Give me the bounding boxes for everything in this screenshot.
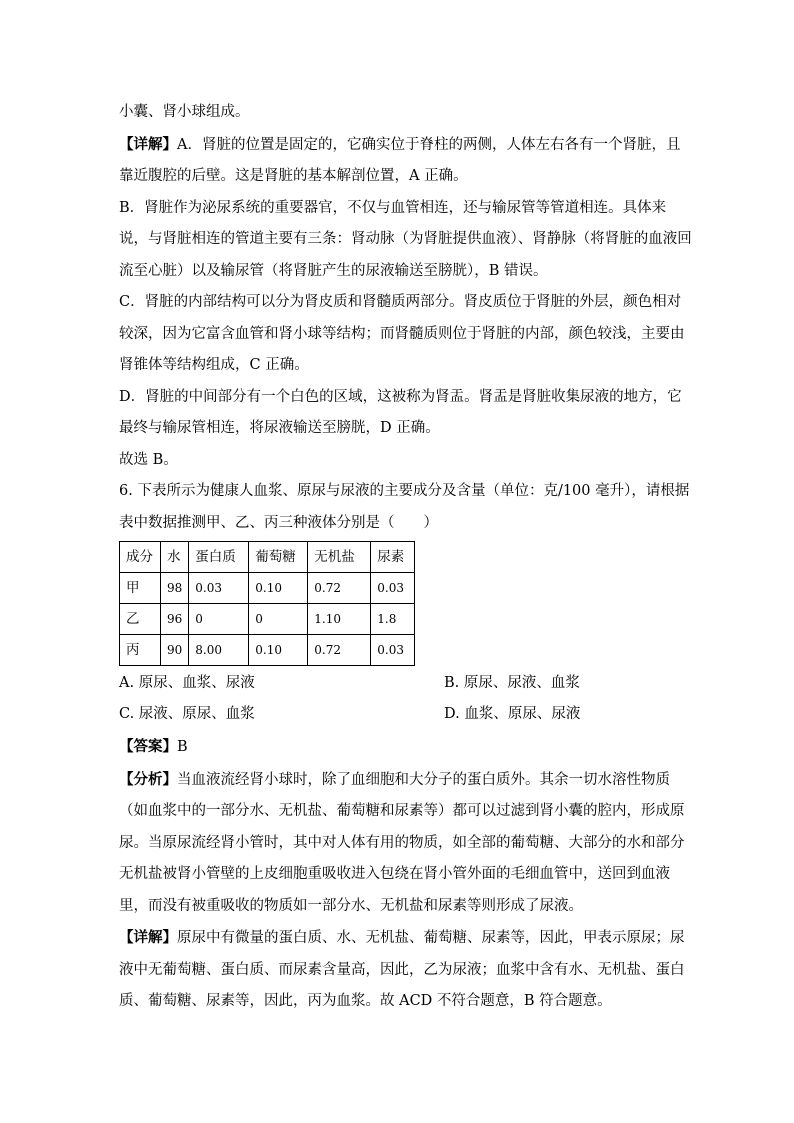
table-cell: 90: [161, 635, 189, 666]
table-cell: 0: [249, 604, 308, 635]
line-text: 尿。当原尿流经肾小管时，其中对人体有用的物质，如全部的葡萄糖、大部分的水和部分: [119, 834, 685, 851]
table-cell: 1.8: [371, 604, 415, 635]
text-line: [119, 922, 685, 955]
table-cell: 0.03: [371, 573, 415, 604]
text-line: [119, 129, 679, 162]
table-cell: 0.10: [249, 573, 308, 604]
table-row: [120, 573, 415, 604]
table-cell: 1.10: [308, 604, 371, 635]
line-text: （如血浆中的一部分水、无机盐、葡萄糖和尿素等）都可以过滤到肾小囊的腔内，形成原: [119, 803, 685, 819]
table-cell: 96: [161, 604, 189, 635]
page-content: [119, 97, 692, 1018]
section-marker: 【详解】: [119, 135, 177, 153]
line-text: 最终与输尿管相连，将尿液输送至膀胱，D 正确。: [119, 420, 440, 436]
text-line: [119, 224, 692, 256]
table-cell: 8.00: [189, 635, 249, 666]
text-line: [119, 986, 679, 1018]
text-line: [119, 476, 690, 508]
option-b: B. 原尿、尿液、血浆: [444, 675, 580, 691]
line-text: 小囊、肾小球组成。: [119, 104, 250, 120]
table-cell: 98: [161, 573, 189, 604]
table-header-cell: 尿素: [371, 542, 415, 573]
text-line: [119, 764, 679, 797]
explanation-section: [119, 97, 692, 539]
line-text: 表中数据推测甲、乙、丙三种液体分别是（ ）: [119, 514, 438, 531]
text-line: [119, 97, 679, 129]
text-line: [119, 161, 679, 193]
text-line: [119, 859, 679, 891]
text-line: [119, 256, 679, 288]
line-text: 故选 B。: [119, 451, 178, 468]
option-d: D. 血浆、原尿、尿液: [444, 706, 581, 722]
table-cell: 0: [189, 604, 249, 635]
line-text: 说，与肾脏相连的管道主要有三条：肾动脉（为肾脏提供血液）、肾静脉（将肾脏的血液回: [119, 231, 692, 247]
line-text: 当血液流经肾小球时，除了血细胞和大分子的蛋白质外。其余一切水溶性物质: [177, 771, 670, 788]
text-line: [119, 382, 682, 414]
line-text: C．肾脏的内部结构可以分为肾皮质和肾髓质两部分。肾皮质位于肾脏的外层，颜色相对: [119, 294, 682, 310]
table-cell: 0.72: [308, 573, 371, 604]
text-line: [119, 731, 679, 764]
line-text: 质、葡萄糖、尿素等，因此，丙为血浆。故 ACD 不符合题意，B 符合题意。: [119, 993, 612, 1009]
table-header-row: [120, 542, 415, 573]
line-text: 流至心脏）以及输尿管（将肾脏产生的尿液输送至膀胱），B 错误。: [119, 262, 548, 279]
table-cell: 乙: [120, 604, 161, 635]
table-header-cell: 成分: [120, 542, 161, 573]
table-cell: 丙: [120, 635, 161, 666]
text-line: [119, 319, 685, 351]
line-text: D．肾脏的中间部分有一个白色的区域，这被称为肾盂。肾盂是肾脏收集尿液的地方，它: [119, 388, 682, 405]
table-cell: 甲: [120, 573, 161, 604]
section-marker: 【答案】: [119, 738, 177, 755]
answer-options: [119, 668, 679, 731]
line-text: 里，而没有被重吸收的物质如一部分水、无机盐和尿素等则形成了尿液。: [119, 897, 583, 914]
line-text: 6. 下表所示为健康人血浆、原尿与尿液的主要成分及含量（单位：克/100 毫升），请根据: [119, 483, 690, 499]
text-line: [119, 796, 685, 828]
option-a: A. 原尿、血浆、尿液: [119, 675, 255, 691]
text-line: [119, 891, 679, 923]
section-marker: 【分析】: [119, 770, 177, 788]
composition-table: [119, 541, 415, 666]
text-line: [119, 508, 679, 540]
text-line: [119, 828, 685, 860]
line-text: B: [177, 739, 188, 755]
line-text: 原尿中有微量的蛋白质、水、无机盐、葡萄糖、尿素等，因此，甲表示原尿；尿: [177, 930, 685, 946]
text-line: [119, 413, 679, 445]
line-text: 靠近腹腔的后壁。这是肾脏的基本解剖位置，A 正确。: [119, 168, 468, 184]
line-text: A．肾脏的位置是固定的，它确实位于脊柱的两侧，人体左右各有一个肾脏，且: [177, 136, 681, 153]
text-line: [119, 193, 679, 225]
line-text: B．肾脏作为泌尿系统的重要器官，不仅与血管相连，还与输尿管等管道相连。具体来: [119, 199, 667, 216]
table-header-cell: 蛋白质: [189, 542, 249, 573]
text-line: [119, 350, 679, 382]
answer-section: [119, 731, 685, 1018]
line-text: 液中无葡萄糖、蛋白质、而尿素含量高，因此，乙为尿液；血浆中含有水、无机盐、蛋白: [119, 961, 685, 978]
table-row: [120, 635, 415, 666]
text-line: [119, 445, 679, 477]
text-line: [119, 955, 685, 987]
option-c: C. 尿液、原尿、血浆: [119, 706, 255, 722]
line-text: 无机盐被肾小管壁的上皮细胞重吸收进入包绕在肾小管外面的毛细血管中，送回到血液: [119, 866, 670, 882]
table-cell: 0.72: [308, 635, 371, 666]
table-header-cell: 无机盐: [308, 542, 371, 573]
text-line: [119, 287, 682, 319]
table-cell: 0.03: [189, 573, 249, 604]
table-cell: 0.10: [249, 635, 308, 666]
table-row: [120, 604, 415, 635]
table-header-cell: 水: [161, 542, 189, 573]
table-cell: 0.03: [371, 635, 415, 666]
line-text: 肾锥体等结构组成，C 正确。: [119, 357, 309, 373]
table-header-cell: 葡萄糖: [249, 542, 308, 573]
section-marker: 【详解】: [119, 929, 177, 946]
line-text: 较深，因为它富含血管和肾小球等结构；而肾髓质则位于肾脏的内部，颜色较浅，主要由: [119, 325, 685, 342]
